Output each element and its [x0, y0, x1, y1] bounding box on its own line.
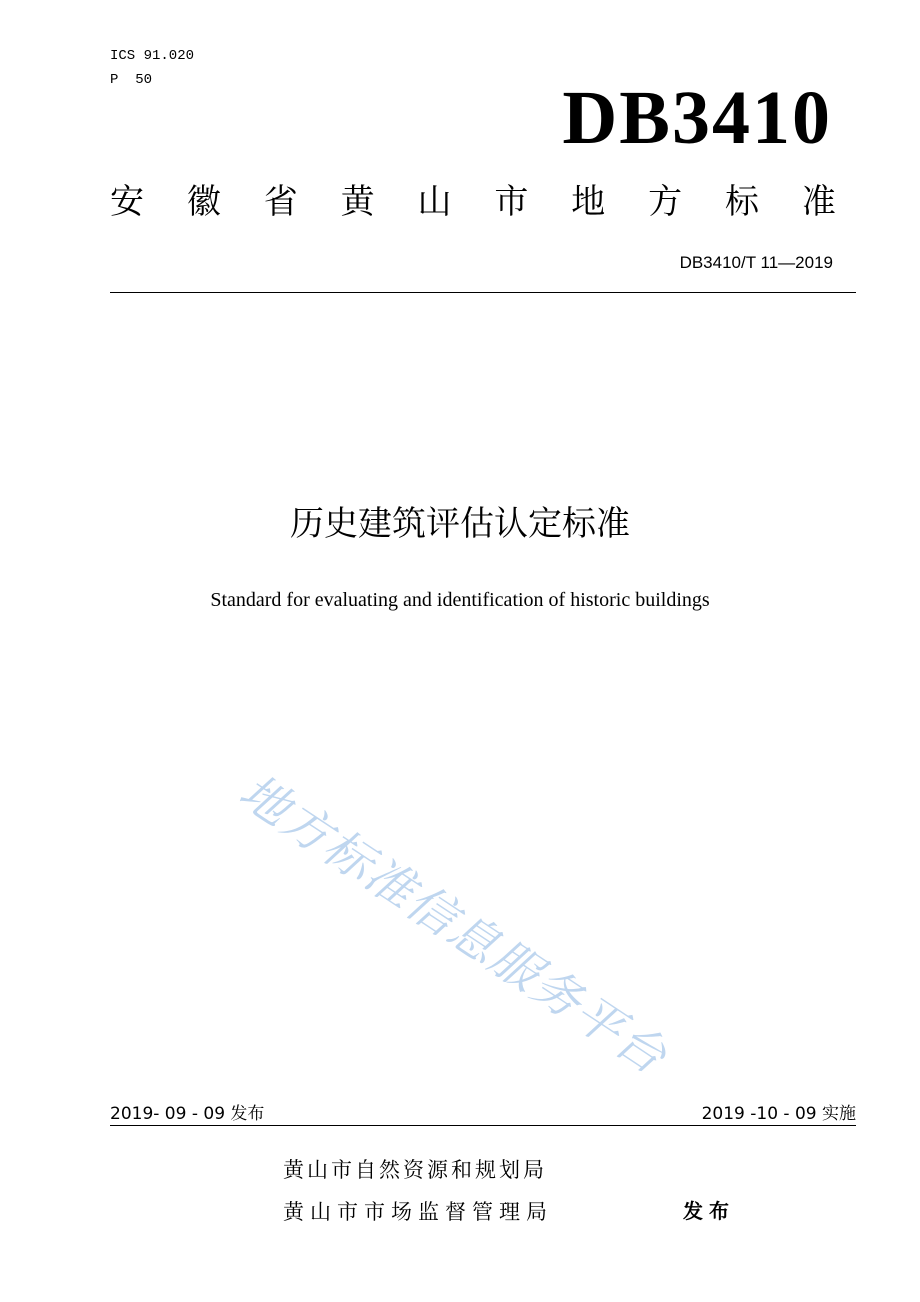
standard-type-char: 安: [110, 182, 144, 222]
standard-type-char: 标: [725, 182, 759, 222]
standard-type-char: 山: [417, 182, 452, 222]
standard-type-char: 准: [801, 182, 836, 222]
standard-code-logo: DB3410: [562, 76, 832, 160]
standard-type-char: 方: [648, 182, 683, 222]
ics-code: ICS 91.020: [110, 48, 195, 64]
footer-divider: [110, 1125, 856, 1126]
document-title-english: Standard for evaluating and identification of historic buildings: [210, 589, 710, 611]
classification-code: P 50: [110, 72, 153, 88]
issue-label: 发布: [683, 1199, 735, 1223]
header-divider: [110, 292, 856, 293]
issuer-natural-resources: 黄山市自然资源和规划局: [283, 1158, 547, 1182]
watermark-text: 地方标准信息服务平台: [229, 763, 678, 1086]
issuer-market-regulation: 黄山市市场监督管理局: [283, 1200, 553, 1224]
publish-date: 2019- 09 - 09 发布: [110, 1104, 265, 1124]
document-title: 历史建筑评估认定标准: [290, 504, 630, 544]
standard-type-char: 省: [263, 182, 298, 222]
implement-date: 2019 -10 - 09 实施: [701, 1104, 856, 1124]
standard-type-heading: [110, 178, 836, 226]
standard-type-char: 地: [571, 182, 606, 222]
standard-type-char: 黄: [340, 182, 375, 222]
standard-number: DB3410/T 11—2019: [679, 253, 833, 272]
standard-type-char: 徽: [186, 182, 221, 222]
standard-type-char: 市: [494, 182, 529, 222]
